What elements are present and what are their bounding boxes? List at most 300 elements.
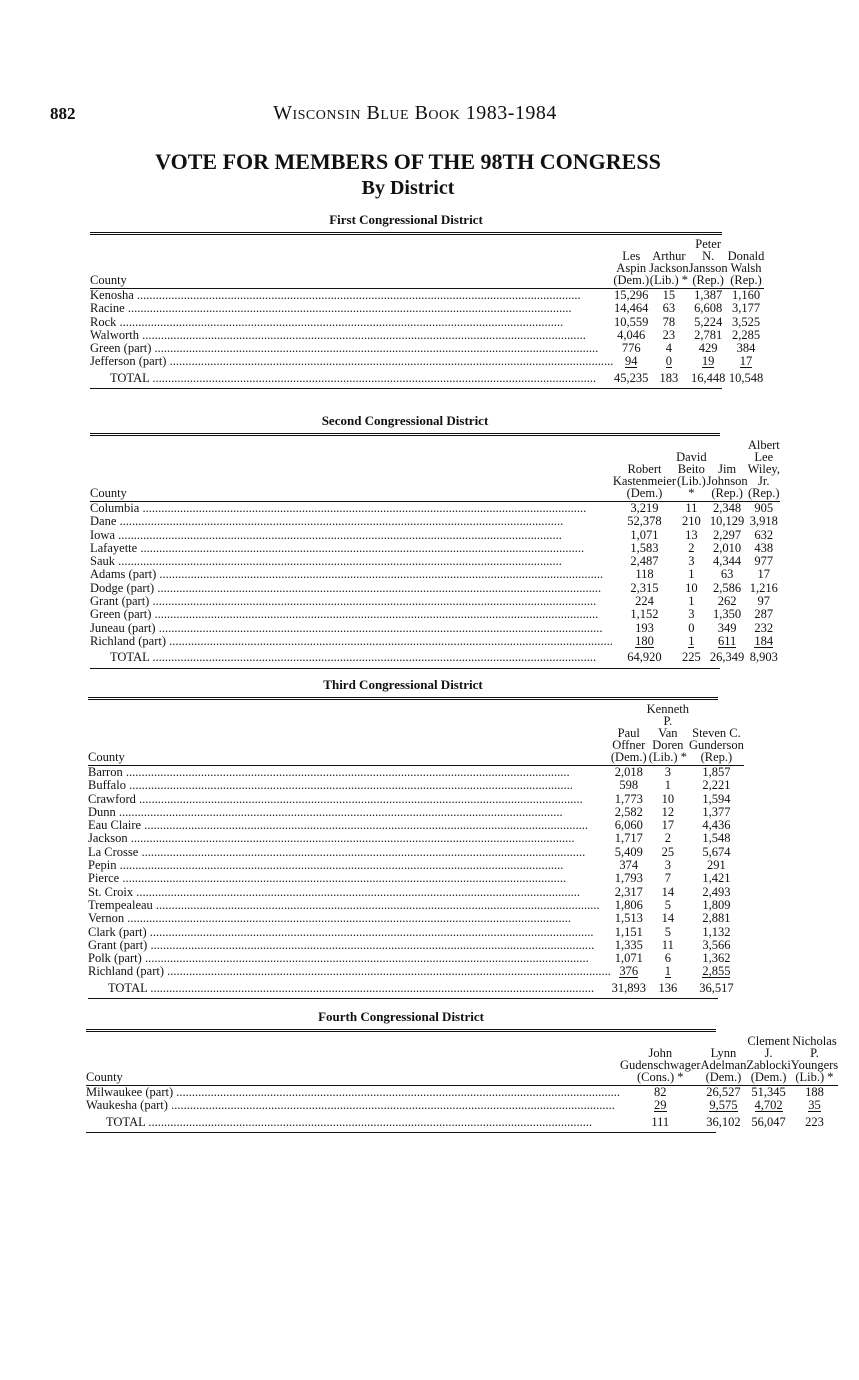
bottom-rule [88, 998, 718, 999]
county-name: Jefferson (part) [90, 355, 167, 369]
total-cell [791, 1113, 838, 1129]
county-name: Juneau (part) [90, 621, 156, 635]
table-row [90, 622, 780, 635]
vote-value: 5,224 [694, 314, 723, 329]
vote-cell [676, 542, 707, 555]
vote-value: 2,582 [614, 804, 643, 819]
county-cell [90, 529, 613, 542]
vote-cell [611, 832, 647, 845]
vote-value: 232 [754, 620, 774, 635]
total-value: 36,517 [699, 980, 734, 995]
table-row [88, 779, 744, 792]
vote-value: 291 [707, 858, 726, 873]
vote-value: 2,855 [702, 964, 731, 979]
table-row [88, 899, 744, 912]
county-name: Rock [90, 315, 117, 329]
vote-value: 5 [664, 924, 671, 939]
vote-cell [689, 912, 744, 925]
county-cell [90, 329, 613, 342]
vote-cell [748, 529, 780, 542]
vote-value: 10 [685, 580, 698, 595]
vote-cell [676, 568, 707, 581]
table-row [90, 316, 764, 329]
district-title: Second Congressional District [321, 413, 489, 428]
vote-value: 1,583 [630, 540, 659, 555]
vote-cell [613, 529, 676, 542]
vote-value: 94 [624, 354, 638, 369]
vote-cell [649, 316, 689, 329]
vote-cell [689, 779, 744, 792]
vote-cell [728, 342, 765, 355]
vote-value: 4,344 [713, 554, 742, 569]
county-cell [90, 502, 613, 516]
vote-value: 1,857 [702, 765, 731, 779]
county-cell [90, 608, 613, 621]
vote-value: 374 [619, 858, 639, 873]
vote-cell [707, 595, 748, 608]
total-cell [613, 369, 649, 385]
vote-value: 1 [688, 594, 695, 609]
vote-cell [611, 806, 647, 819]
vote-cell [748, 582, 780, 595]
vote-value: 4 [665, 341, 673, 356]
table-row [90, 515, 780, 528]
vote-cell [689, 793, 744, 806]
candidate-header: Lynn Adelman (Dem.) [700, 1046, 747, 1084]
vote-cell [707, 622, 748, 635]
vote-cell [707, 608, 748, 621]
county-name: Lafayette [90, 541, 138, 555]
vote-value: 10,129 [709, 514, 745, 529]
vote-cell [676, 582, 707, 595]
vote-value: 17 [661, 818, 675, 833]
vote-value: 3 [664, 858, 671, 873]
vote-cell [647, 766, 689, 780]
vote-value: 2,317 [614, 884, 643, 899]
vote-value: 14 [661, 911, 675, 926]
county-name: Green (part) [90, 608, 152, 622]
vote-cell [611, 965, 647, 978]
vote-cell [707, 555, 748, 568]
vote-table [86, 1032, 838, 1129]
vote-cell [649, 329, 689, 342]
county-cell [90, 582, 613, 595]
vote-value: 905 [754, 501, 774, 515]
vote-value: 776 [621, 341, 641, 356]
table-body [86, 1086, 838, 1129]
vote-cell [701, 1099, 747, 1112]
vote-value: 1,216 [749, 580, 778, 595]
vote-value: 11 [685, 501, 698, 515]
vote-value: 11 [661, 937, 674, 952]
table-row [88, 819, 744, 832]
vote-value: 6 [664, 951, 671, 966]
county-cell [90, 568, 613, 581]
table-body [88, 766, 744, 996]
vote-value: 51,345 [751, 1085, 786, 1099]
county-cell [88, 926, 611, 939]
vote-cell [707, 502, 748, 516]
vote-cell [728, 316, 765, 329]
total-row [86, 1113, 838, 1129]
vote-cell [689, 872, 744, 885]
county-header: County [90, 486, 127, 500]
county-cell [90, 515, 613, 528]
candidate-header: John Gudenschwager (Cons.) * [620, 1046, 701, 1084]
county-cell [86, 1086, 620, 1100]
vote-value: 611 [717, 633, 737, 648]
county-name: Dodge (part) [90, 581, 155, 595]
vote-cell [689, 886, 744, 899]
vote-value: 384 [736, 341, 756, 356]
vote-cell [647, 926, 689, 939]
vote-value: 429 [698, 341, 718, 356]
vote-cell [611, 926, 647, 939]
vote-value: 1,548 [702, 831, 731, 846]
vote-value: 1,773 [614, 791, 643, 806]
table-row [90, 595, 780, 608]
vote-value: 376 [619, 964, 639, 979]
county-name: Milwaukee (part) [86, 1085, 174, 1099]
table-row [88, 766, 744, 780]
vote-value: 180 [635, 633, 654, 648]
vote-cell [613, 289, 649, 303]
county-name: Grant (part) [90, 595, 150, 609]
total-value: 45,235 [614, 370, 649, 385]
district-title: First Congressional District [329, 212, 483, 227]
county-cell [88, 806, 611, 819]
vote-cell [707, 568, 748, 581]
vote-value: 10 [661, 791, 675, 806]
vote-cell [701, 1086, 747, 1100]
vote-cell [746, 1099, 790, 1112]
vote-cell [791, 1099, 838, 1112]
total-label-cell [90, 648, 613, 664]
vote-cell [707, 515, 748, 528]
vote-value: 193 [635, 620, 654, 635]
vote-cell [689, 952, 744, 965]
vote-cell [689, 926, 744, 939]
total-value: 223 [805, 1114, 824, 1129]
county-cell [88, 899, 611, 912]
vote-cell [611, 859, 647, 872]
vote-cell [689, 939, 744, 952]
vote-value: 17 [757, 567, 771, 582]
table-body [90, 502, 780, 665]
vote-cell [689, 965, 744, 978]
vote-cell [748, 502, 780, 516]
table-row [90, 342, 764, 355]
vote-value: 97 [757, 594, 771, 609]
vote-cell [676, 608, 707, 621]
table-row [86, 1086, 838, 1100]
vote-cell [689, 859, 744, 872]
candidate-header: Jim Johnson (Rep.) [706, 462, 748, 500]
county-cell [90, 342, 613, 355]
vote-value: 2,781 [694, 327, 723, 342]
page-subtitle: By District [361, 177, 455, 199]
vote-cell [647, 886, 689, 899]
vote-value: 63 [662, 301, 676, 316]
vote-cell [647, 819, 689, 832]
vote-cell [689, 806, 744, 819]
total-row [90, 369, 764, 385]
vote-cell [689, 766, 744, 780]
bottom-rule [86, 1132, 716, 1133]
district-4 [86, 1009, 839, 1133]
vote-cell [647, 779, 689, 792]
total-cell [728, 369, 765, 385]
vote-cell [611, 793, 647, 806]
county-cell [88, 793, 611, 806]
vote-cell [689, 329, 728, 342]
vote-value: 1,132 [702, 924, 731, 939]
vote-cell [647, 965, 689, 978]
vote-value: 1,160 [731, 288, 761, 302]
total-value: 183 [659, 370, 679, 385]
vote-value: 19 [701, 354, 715, 369]
vote-value: 1,350 [713, 607, 742, 622]
county-header: County [90, 273, 127, 287]
vote-cell [611, 872, 647, 885]
vote-cell [748, 555, 780, 568]
district-title: Fourth Congressional District [318, 1009, 484, 1024]
vote-value: 2,315 [630, 580, 659, 595]
vote-value: 224 [635, 594, 654, 609]
vote-table [88, 700, 744, 995]
vote-value: 6,060 [614, 818, 643, 833]
county-cell [88, 965, 611, 978]
vote-value: 1,793 [614, 871, 643, 886]
vote-cell [689, 899, 744, 912]
vote-value: 63 [720, 567, 734, 582]
vote-value: 1,362 [702, 951, 731, 966]
total-value: 136 [658, 980, 678, 995]
total-label: TOTAL [108, 980, 148, 995]
vote-value: 1,071 [614, 951, 643, 966]
table-row [88, 859, 744, 872]
county-cell [88, 872, 611, 885]
vote-cell [676, 595, 707, 608]
vote-value: 29 [654, 1098, 667, 1113]
district-3 [88, 677, 744, 999]
vote-value: 5,409 [614, 844, 643, 859]
header-row [90, 235, 764, 289]
vote-value: 1,151 [614, 924, 643, 939]
vote-value: 2,586 [713, 580, 742, 595]
total-cell [649, 369, 689, 385]
vote-cell [611, 952, 647, 965]
total-value: 10,548 [728, 370, 764, 385]
total-label-cell [90, 369, 613, 385]
table-row [88, 912, 744, 925]
vote-cell [647, 952, 689, 965]
table-row [88, 872, 744, 885]
running-title: Wisconsin Blue Book 1983-1984 [273, 102, 557, 124]
county-name: Trempealeau [88, 898, 153, 912]
vote-value: 1,335 [614, 937, 643, 952]
vote-cell [611, 939, 647, 952]
vote-cell [689, 302, 728, 315]
total-cell [676, 648, 707, 664]
county-name: Iowa [90, 528, 115, 542]
vote-value: 3 [688, 554, 695, 569]
vote-cell [707, 529, 748, 542]
total-value: 225 [681, 650, 701, 665]
vote-cell [613, 515, 676, 528]
vote-value: 13 [685, 527, 698, 542]
vote-cell [676, 635, 707, 648]
vote-cell [611, 779, 647, 792]
county-cell [90, 355, 613, 368]
vote-value: 118 [635, 567, 654, 582]
candidate-header: Robert Kastenmeier (Dem.) [612, 462, 677, 500]
vote-value: 1 [664, 778, 671, 793]
county-cell [88, 846, 611, 859]
table-row [90, 302, 764, 315]
county-name: Pepin [88, 859, 117, 873]
table-row [88, 965, 744, 978]
table-body [90, 289, 764, 386]
vote-value: 2 [688, 540, 695, 555]
vote-value: 52,378 [627, 514, 662, 529]
bottom-rule [90, 388, 722, 389]
county-name: Columbia [90, 501, 140, 515]
county-name: Jackson [88, 832, 128, 846]
header-row [90, 436, 780, 502]
table-row [90, 568, 780, 581]
table-row [90, 635, 780, 648]
table-row [86, 1099, 838, 1112]
vote-cell [611, 899, 647, 912]
vote-cell [613, 302, 649, 315]
vote-value: 15,296 [614, 288, 649, 302]
county-name: Grant (part) [88, 938, 148, 952]
county-name: Crawford [88, 792, 136, 806]
bottom-rule [90, 668, 720, 669]
total-cell [620, 1113, 701, 1129]
table-row [90, 329, 764, 342]
candidate-header: Steven C. Gunderson (Rep.) [689, 726, 744, 764]
candidate-header: Kenneth P. Van Doren (Lib.) * [646, 702, 689, 764]
table-row [90, 289, 764, 303]
total-cell [611, 979, 647, 995]
vote-cell [647, 912, 689, 925]
vote-value: 210 [681, 514, 701, 529]
vote-cell [728, 289, 765, 303]
county-cell [90, 622, 613, 635]
vote-cell [613, 542, 676, 555]
county-header: County [86, 1070, 123, 1084]
vote-cell [613, 568, 676, 581]
district-2 [90, 413, 780, 669]
vote-cell [611, 912, 647, 925]
vote-value: 184 [754, 633, 774, 648]
vote-cell [647, 872, 689, 885]
vote-value: 3,177 [731, 301, 761, 316]
vote-value: 3,918 [749, 514, 778, 529]
vote-cell [649, 355, 689, 368]
vote-cell [748, 622, 780, 635]
vote-value: 1,071 [630, 527, 659, 542]
total-value: 56,047 [751, 1114, 786, 1129]
vote-value: 82 [654, 1085, 667, 1099]
vote-value: 3 [688, 607, 695, 622]
county-cell [90, 555, 613, 568]
total-label: TOTAL [110, 650, 150, 665]
candidate-header: Peter N. Jansson (Rep.) [688, 237, 728, 287]
county-name: Walworth [90, 328, 139, 342]
vote-value: 2,297 [713, 527, 742, 542]
vote-cell [611, 819, 647, 832]
vote-cell [676, 529, 707, 542]
vote-value: 598 [619, 778, 639, 793]
vote-cell [613, 595, 676, 608]
table-row [88, 939, 744, 952]
vote-value: 188 [805, 1085, 824, 1099]
vote-value: 2 [664, 831, 671, 846]
vote-cell [649, 302, 689, 315]
vote-cell [611, 766, 647, 780]
vote-table [90, 235, 764, 385]
vote-value: 977 [754, 554, 774, 569]
vote-value: 1,809 [702, 897, 731, 912]
vote-cell [748, 568, 780, 581]
table-row [90, 355, 764, 368]
vote-cell [689, 289, 728, 303]
county-cell [88, 952, 611, 965]
total-label: TOTAL [110, 370, 150, 385]
vote-cell [728, 355, 765, 368]
vote-cell [613, 502, 676, 516]
vote-cell [613, 342, 649, 355]
vote-cell [613, 355, 649, 368]
table-row [88, 926, 744, 939]
county-cell [90, 316, 613, 329]
vote-value: 1,806 [614, 897, 643, 912]
total-row [88, 979, 744, 995]
vote-value: 3,219 [630, 501, 659, 515]
county-name: Dane [90, 515, 117, 529]
total-value: 64,920 [627, 650, 662, 665]
total-cell [613, 648, 676, 664]
total-value: 31,893 [611, 980, 646, 995]
vote-value: 25 [661, 844, 675, 859]
total-value: 8,903 [749, 650, 778, 665]
vote-cell [689, 846, 744, 859]
candidate-header: Clement J. Zablocki (Dem.) [746, 1034, 791, 1084]
total-cell [746, 1113, 790, 1129]
vote-cell [649, 342, 689, 355]
county-name: Eau Claire [88, 819, 142, 833]
vote-cell [613, 608, 676, 621]
table-row [90, 542, 780, 555]
total-cell [748, 648, 780, 664]
table-row [88, 886, 744, 899]
county-name: Richland (part) [88, 965, 165, 979]
vote-value: 1,152 [630, 607, 659, 622]
vote-cell [689, 342, 728, 355]
total-value: 16,448 [690, 370, 726, 385]
vote-cell [647, 832, 689, 845]
vote-cell [689, 355, 728, 368]
vote-value: 2,487 [630, 554, 659, 569]
vote-value: 438 [754, 540, 774, 555]
vote-cell [613, 622, 676, 635]
vote-value: 2,018 [614, 765, 643, 779]
vote-value: 1,377 [702, 804, 731, 819]
county-name: Dunn [88, 805, 116, 819]
